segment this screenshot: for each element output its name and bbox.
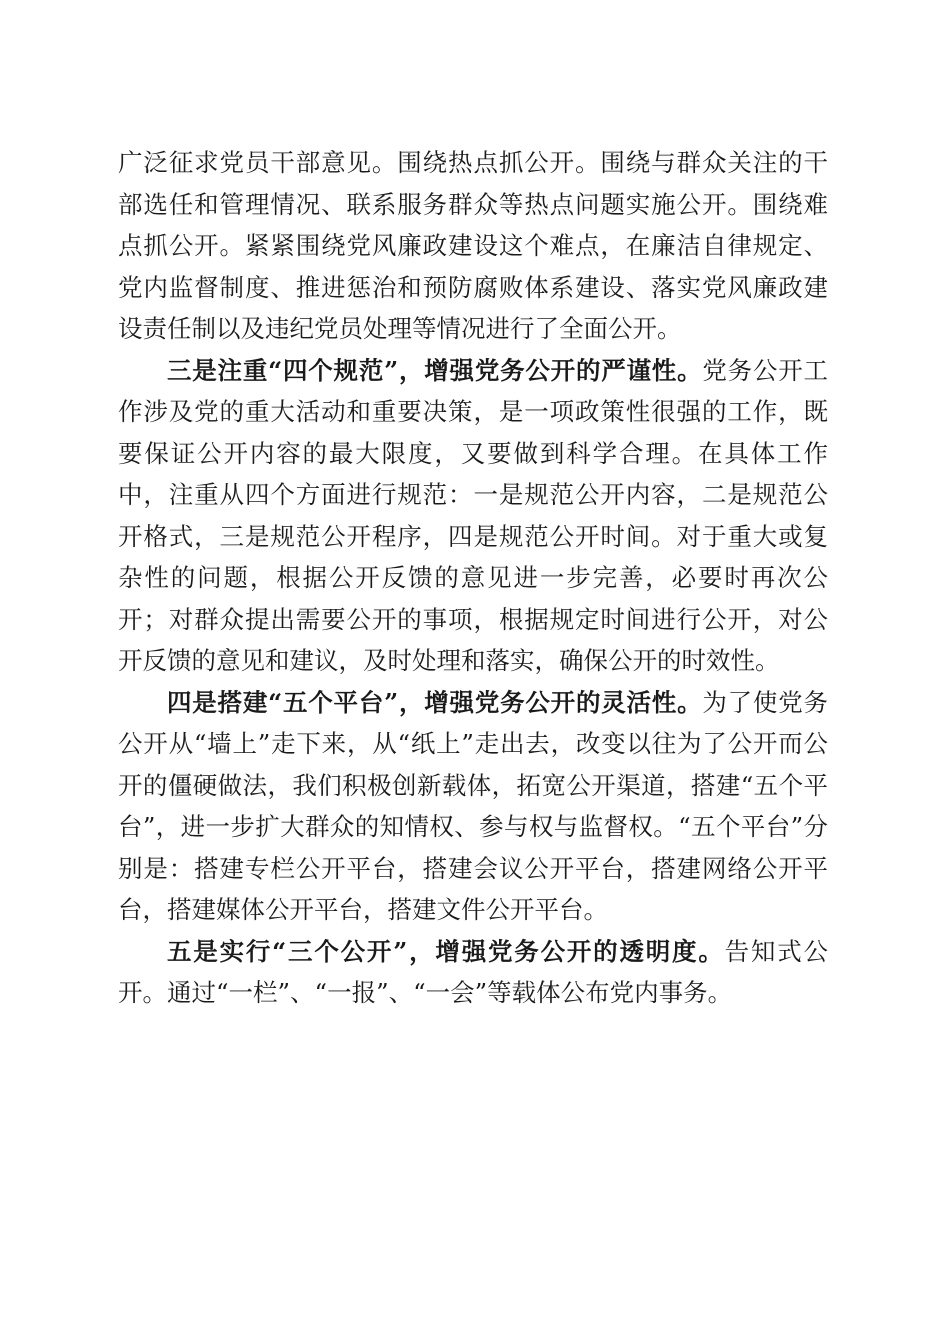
paragraph-three-disclosures xyxy=(118,931,828,1014)
paragraph-continuation xyxy=(118,142,828,350)
paragraph-five-platforms xyxy=(118,682,828,931)
paragraph-text: 党务公开工作涉及党的重大活动和重要决策，是一项政策性很强的工作，既要保证公开内容的最大限度，又要做到科学合理。在具体工作中，注重从四个方面进行规范：一是规范公开内容，二是规范公开格式，三是规范公开程序，四是规范公开时间。对于重大或复杂性的问题，根据公开反馈的意见进一步完善，必要时再次公开；对群众提出需要公开的事项，根据规定时间进行公开，对公开反馈的意见和建议，及时处理和落实，确保公开的时效性。 xyxy=(118,355,828,675)
paragraph-four-norms xyxy=(118,350,828,682)
paragraph-heading: 三是注重“四个规范”，增强党务公开的严谨性。 xyxy=(167,355,703,385)
paragraph-text: 广泛征求党员干部意见。围绕热点抓公开。围绕与群众关注的干部选任和管理情况、联系服务群众等热点问题实施公开。围绕难点抓公开。紧紧围绕党风廉政建设这个难点，在廉洁自律规定、党内监督制度、推进惩治和预防腐败体系建设、落实党风廉政建设责任制以及违纪党员处理等情况进行了全面公开。 xyxy=(118,148,828,343)
document-page xyxy=(118,142,828,1014)
paragraph-text: 为了使党务公开从“墙上”走下来，从“纸上”走出去，改变以往为了公开而公开的僵硬做法，我们积极创新载体，拓宽公开渠道，搭建“五个平台”，进一步扩大群众的知情权、参与权与监督权。“五个平台”分别是：搭建专栏公开平台，搭建会议公开平台，搭建网络公开平台，搭建媒体公开平台，搭建文件公开平台。 xyxy=(118,687,828,924)
paragraph-text: 告知式公开。通过“一栏”、“一报”、“一会”等载体公布党内事务。 xyxy=(118,936,829,1007)
paragraph-heading: 四是搭建“五个平台”，增强党务公开的灵活性。 xyxy=(167,687,703,717)
paragraph-heading: 五是实行“三个公开”，增强党务公开的透明度。 xyxy=(167,936,725,966)
